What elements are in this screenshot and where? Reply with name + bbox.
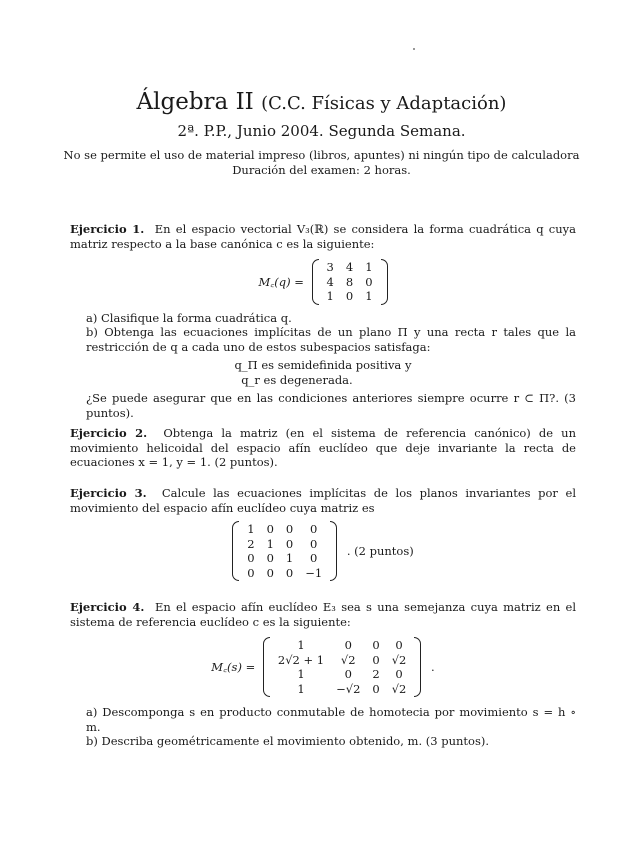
matrix-cell: 0 [285,536,294,551]
matrix [232,521,337,581]
matrix-row [321,289,379,304]
condition-1: q_Π es semidefinida positiva y [234,358,412,372]
exam-title [0,88,643,118]
exercise-4-matrix-block: M꜀(s) = 1 0 0 0 2√2 + 1 √2 0 √2 1 0 2 0 1 −√2 0 √2 . [211,638,435,696]
matrix-cell: 0 [266,551,274,565]
matrix-table [241,522,328,580]
matrix-table [321,260,379,304]
matrix-row [321,275,379,290]
matrix-cell: 2√2 + 1 [277,652,325,667]
exercise-1 [70,222,576,420]
matrix-cell: 0 [372,681,380,696]
exercise-1-matrix-block [70,259,576,305]
matrix-row [272,682,413,697]
exercise-4-heading: Ejercicio 4. [70,600,145,614]
matrix-row [272,667,413,682]
matrix-cell: 1 [326,289,334,303]
exercise-4-intro: En el espacio afín euclídeo E₃ sea s una semejanza cuya matriz en el sistema de referencia euclídeo c es la siguiente: [70,600,576,629]
exercise-1-conditions [70,358,576,387]
matrix-cell: √2 [391,681,407,696]
matrix-cell: 0 [247,565,255,580]
title-sub: (C.C. Físicas y Adaptación) [261,93,507,114]
matrix-cell: 1 [266,536,274,551]
matrix-row [241,566,328,581]
matrix-cell: 0 [365,274,373,289]
title-main: Álgebra II [136,89,254,115]
matrix [312,259,388,305]
exercise-1-part-a: a) Clasifique la forma cuadrática q. [86,310,292,325]
exercise-3 [70,486,576,581]
exercise-4-part-a: a) Descomponga s en producto conmutable de homotecia por movimiento s = h ∘ m. [86,705,576,734]
matrix-cell: 0 [395,638,403,652]
duration-line: Duración del examen: 2 horas. [232,163,411,177]
matrix-cell: 3 [326,260,334,274]
scan-speck [413,48,415,50]
matrix-cell: 0 [266,565,274,580]
matrix-cell: √2 [391,652,407,667]
matrix-table [272,638,413,696]
matrix-cell: 4 [345,260,354,274]
exercise-3-heading: Ejercicio 3. [70,486,147,500]
matrix-cell: 0 [372,638,380,652]
exercise-3-points: . (2 puntos) [346,543,414,558]
matrix-cell: 8 [345,274,354,289]
exercise-2 [70,426,576,470]
matrix-cell: 1 [297,681,305,696]
matrix-label: M꜀(s) = [211,659,256,674]
exercise-3-matrix-block [70,521,576,581]
matrix-cell: 0 [395,667,403,681]
matrix-cell: 0 [344,667,352,681]
matrix-cell: 0 [310,551,318,565]
matrix-row [272,653,413,668]
exam-subtitle: 2ª. P.P., Junio 2004. Segunda Semana. [177,122,466,140]
matrix-cell: 2 [247,536,255,551]
exercise-1-heading: Ejercicio 1. [70,222,145,236]
matrix-cell: 1 [285,551,294,565]
matrix-cell: 1 [297,667,305,681]
exercise-4-part-b: b) Describa geométricamente el movimiento obtenido, m. (3 puntos). [86,734,489,748]
matrix-cell: 1 [297,638,305,652]
matrix-row [272,638,413,653]
exercise-1-part-b: b) Obtenga las ecuaciones implícitas de un plano Π y una recta r tales que la restricción de q a cada uno de estos subespacios satisfaga: [86,325,576,354]
matrix [263,637,422,697]
exam-header [0,88,643,178]
matrix-cell: 1 [365,289,373,303]
matrix-label: M꜀(q) = [258,274,304,289]
matrix-cell: 1 [247,522,255,536]
condition-2: q_r es degenerada. [241,372,353,387]
matrix-cell: −1 [305,565,323,580]
matrix-cell: 2 [372,667,380,681]
exercise-3-text: Calcule las ecuaciones implícitas de los planos invariantes por el movimiento del espacio afín euclídeo cuya matriz es [70,486,577,515]
matrix-cell: 0 [345,289,354,303]
exam-instructions [0,148,643,178]
exercise-2-text: Obtenga la matriz (en el sistema de referencia canónico) de un movimiento helicoidal del espacio afín euclídeo que deje invariante la recta de ecuaciones x = 1, y = 1. (2 puntos). [70,426,576,469]
matrix-cell: 0 [344,638,352,652]
matrix-row [321,260,379,275]
matrix-cell: 0 [285,522,294,536]
matrix-cell: 0 [247,551,255,565]
exercise-2-heading: Ejercicio 2. [70,426,148,440]
matrix-cell: √2 [340,652,356,667]
matrix-row [241,537,328,552]
matrix-row [241,551,328,566]
matrix-cell: 4 [326,274,334,289]
matrix-cell: 0 [310,536,318,551]
exercise-1-question: ¿Se puede asegurar que en las condiciones anteriores siempre ocurre r ⊂ Π?. (3 puntos). [86,391,576,420]
exercise-1-intro: En el espacio vectorial V₃(ℝ) se considera la forma cuadrática q cuya matriz respecto a la base canónica c es la siguiente: [70,222,576,251]
matrix-cell: 1 [365,260,373,274]
matrix-cell: 0 [372,652,380,667]
exercise-4 [70,600,576,749]
matrix-cell: 0 [285,565,294,580]
matrix-cell: −√2 [336,681,361,696]
matrix-cell: 0 [266,522,274,536]
instruction-line: No se permite el uso de material impreso (libros, apuntes) ni ningún tipo de calculadora [63,148,580,162]
matrix-cell: 0 [310,522,318,536]
matrix-row [241,522,328,537]
